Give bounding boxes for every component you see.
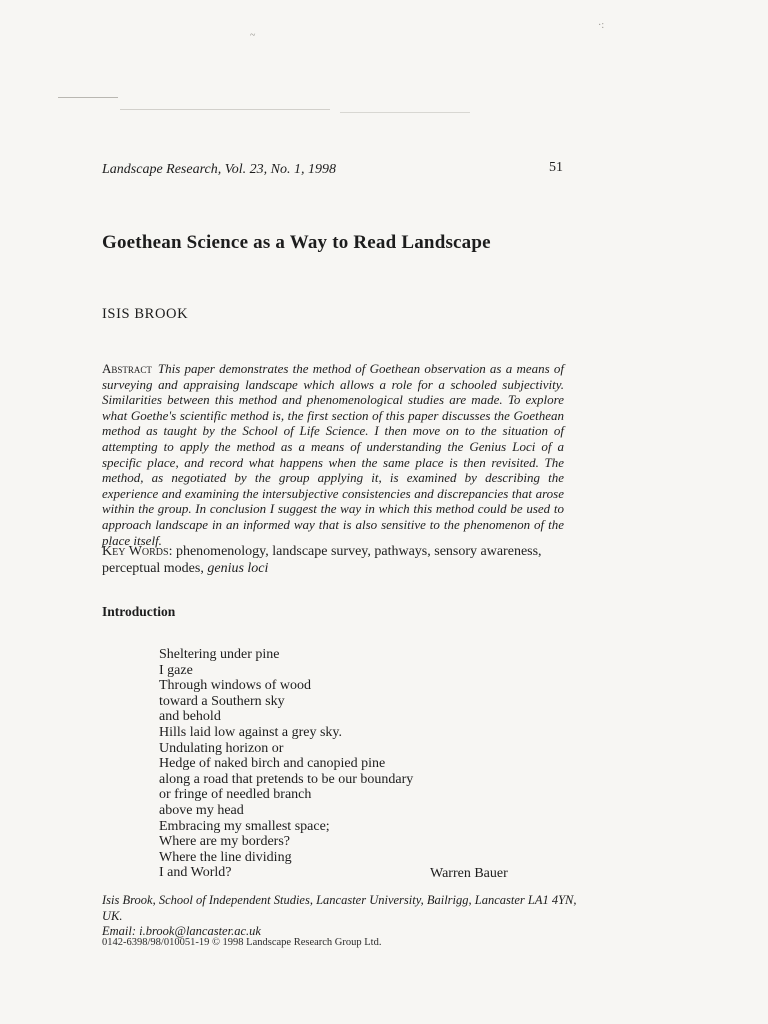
poem-line: Where the line dividing [159, 849, 292, 865]
poem-line: toward a Southern sky [159, 693, 285, 709]
keywords-label: Key Words: [102, 544, 173, 559]
journal-citation: Landscape Research, Vol. 23, No. 1, 1998 [102, 162, 336, 177]
poem-line: Hills laid low against a grey sky. [159, 724, 343, 740]
poem-line: and behold [159, 709, 221, 725]
abstract-label: Abstract [102, 361, 152, 376]
poem [159, 647, 413, 881]
affiliation-address: Isis Brook, School of Independent Studies, Lancaster University, Bailrigg, Lancaster LA1 4YN, UK. [102, 893, 577, 923]
section-heading: Introduction [102, 604, 176, 619]
keywords-italic: genius loci [207, 561, 269, 576]
poem-line: or fringe of needled branch [159, 787, 312, 803]
poem-line: Hedge of naked birch and canopied pine [159, 756, 386, 772]
copyright-line: 0142-6398/98/010051-19 © 1998 Landscape Research Group Ltd. [102, 937, 382, 948]
poem-line: Where are my borders? [159, 834, 290, 850]
affiliation-email: Email: i.brook@lancaster.ac.uk [102, 924, 261, 938]
poem-author: Warren Bauer [430, 866, 508, 881]
scan-artifact [120, 109, 330, 110]
author-affiliation [102, 893, 582, 940]
author-name: ISIS BROOK [102, 306, 189, 322]
poem-line: above my head [159, 802, 244, 818]
poem-line: I and World? [159, 865, 232, 881]
abstract [102, 361, 564, 548]
scan-artifact [58, 97, 118, 98]
scan-artifact: ·: [598, 20, 605, 31]
article-title: Goethean Science as a Way to Read Landscape [102, 232, 491, 253]
page-number: 51 [549, 160, 563, 175]
poem-line: I gaze [159, 662, 193, 678]
poem-line: Embracing my smallest space; [159, 818, 330, 834]
poem-line: along a road that pretends to be our boundary [159, 771, 414, 787]
poem-line: Undulating horizon or [159, 740, 284, 756]
poem-line: Through windows of wood [159, 678, 312, 694]
abstract-text: This paper demonstrates the method of Goethean observation as a means of surveying and appraising landscape which allows a role for a schooled subjectivity. Similarities between this method and phenomenological studies are made. To explore what Goethe's scientific method is, the first section of this paper discusses the Goethean method as taught by the School of Life Science. I then move on to the situation of attempting to apply the method as a means of understanding the Genius Loci of a specific place, and record what happens when the same place is then revisited. The method, as negotiated by the group applying it, is examined by describing the experience and examining the intersubjective consistencies and discrepancies that arose within the group. In conclusion I suggest the way in which this method could be used to approach landscape in an informed way that is also sensitive to the phenomenon of the place itself. [102, 361, 564, 548]
scan-artifact [340, 112, 470, 113]
keywords [102, 543, 564, 577]
keywords-text: phenomenology, landscape survey, pathways, sensory awareness, perceptual modes, [102, 544, 542, 576]
scan-artifact: ~ [250, 30, 256, 41]
poem-line: Sheltering under pine [159, 647, 280, 662]
